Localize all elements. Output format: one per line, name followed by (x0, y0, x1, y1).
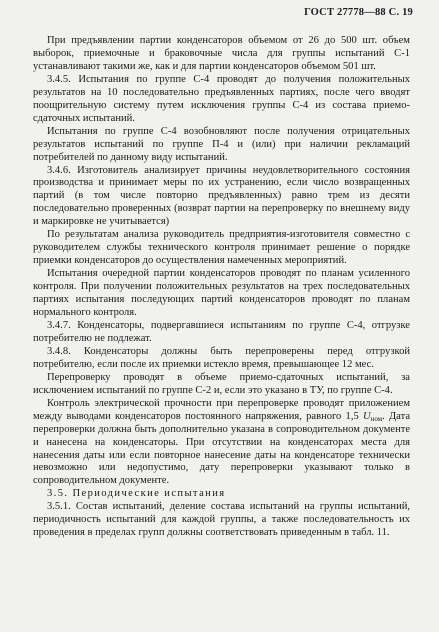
voltage-symbol: U (362, 410, 371, 422)
paragraph-3-5-1: 3.5.1. Состав испытаний, деление состава испытаний на группы испытаний, периодичность испытаний для каждой группы, а также последовательность их проведения в пределах групп должны соответствовать приведенным в табл. 11. (33, 501, 410, 539)
voltage-subscript: ном (370, 414, 383, 423)
paragraph-recheck-scope: Перепроверку проводят в объеме приемо-сдаточных испытаний, за исключением испытаний по группе С-2 и, если это указано в ТУ, по группе С-4. (33, 371, 410, 396)
paragraph-analysis: По результатам анализа руководитель предприятия-изготовителя совместно с руководителем службы технического контроля принимает решение о порядке приемки конденсаторов до осуществления намеченных мероприятий. (33, 229, 410, 267)
page-header: ГОСТ 27778—88 С. 19 (304, 7, 413, 18)
paragraph-c4-resume: Испытания по группе С-4 возобновляют после получения отрицательных результатов испытаний по группе П-4 и (или) при наличии рекламаций потребителей по данному виду испытаний. (33, 125, 410, 163)
section-number: 3.5. (47, 488, 69, 500)
paragraph-electric-strength (33, 398, 410, 489)
paragraph-3-4-6: 3.4.6. Изготовитель анализирует причины неудовлетворительного состояния производства и принимает меры по их устранению, если число возвращенных партий (в том числе повторно предъявленных) равно трем из десяти последовательно проверенных (возврат партии на перепроверку по внешнему виду и маркировке не учитывается) (33, 164, 410, 228)
section-title: Периодические испытания (72, 488, 226, 500)
paragraph-3-4-5: 3.4.5. Испытания по группе С-4 проводят до получения положительных результатов на 10 последовательно предъявленных партиях, после чего вводят поощрительную систему путем исключения группы С-4 из состава приемо-сдаточных испытаний. (33, 73, 410, 124)
voltage-suffix: . Дата перепроверки должна быть дополнительно указана в сопроводительном документе и нанесена на конденсаторы. При отсутствии на конденсаторах места для нанесения даты или если повторное нанесение даты на конденсаторе технически невозможно или недопустимо, дату перепроверки указывают только в сопроводительном документе. (33, 410, 411, 487)
section-heading-3-5 (33, 488, 410, 501)
voltage-prefix: напряжения, равного 1,5 (245, 410, 363, 422)
paragraph-3-4-8: 3.4.8. Конденсаторы должны быть перепроверены перед отгрузкой потребителю, если после их приемки истекло время, превышающее 12 мес. (33, 345, 410, 370)
electric-strength-lead: Контроль электрической прочности при перепроверке проводят приложением между выводами конденсаторов постоянного (33, 397, 410, 422)
paragraph-enhanced-control: Испытания очередной партии конденсаторов проводят по планам усиленного контроля. При получении положительных результатов на трех последовательных партиях испытания последующих партий конденсаторов проводят по планам нормального контроля. (33, 268, 410, 319)
document-body (33, 35, 410, 540)
paragraph-batch-size: При предъявлении партии конденсаторов объемом от 26 до 500 шт. объем выборок, приемочные и браковочные числа для группы испытаний С-1 устанавливают такими же, как и для партии конденсаторов объемом 501 шт. (33, 35, 410, 72)
paragraph-3-4-7: 3.4.7. Конденсаторы, подвергавшиеся испытаниям по группе С-4, отгрузке потребителю не подлежат. (33, 319, 410, 344)
